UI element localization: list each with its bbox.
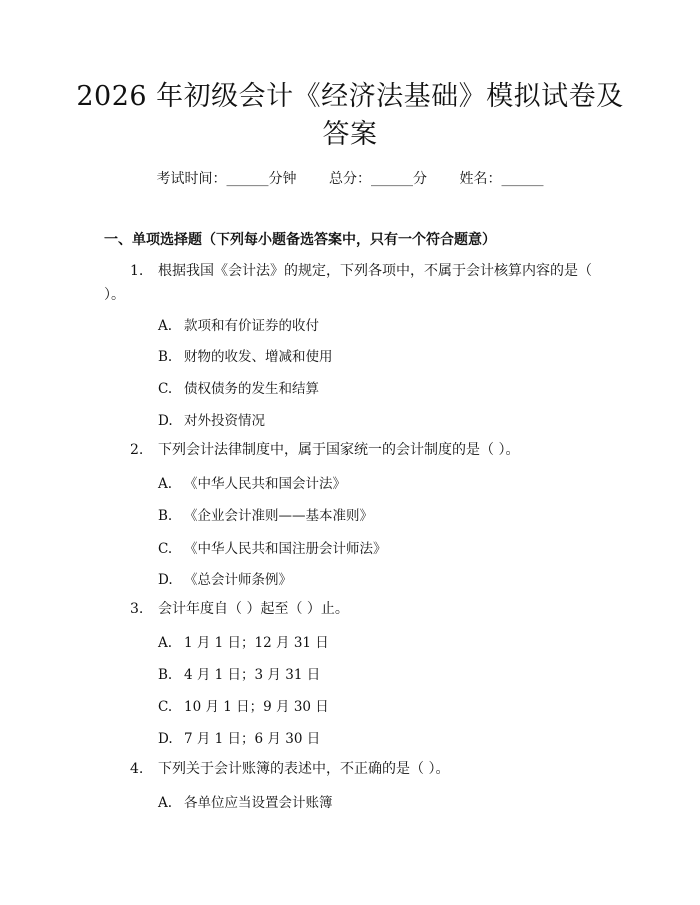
question-number: 2. — [130, 442, 144, 458]
option-text: 《总会计师条例》 — [184, 572, 292, 588]
question-text: 根据我国《会计法》的规定，下列各项中，不属于会计核算内容的是（ ）。 — [104, 263, 592, 303]
option-letter: D. — [158, 731, 173, 747]
option-text: 1 月 1 日；12 月 31 日 — [184, 635, 329, 651]
exam-name: 姓名：______ — [459, 171, 544, 187]
option-1c — [158, 377, 319, 397]
section-heading: 一、单项选择题（下列每小题备选答案中，只有一个符合题意） — [104, 232, 496, 248]
option-1d — [158, 409, 265, 429]
option-text: 10 月 1 日；9 月 30 日 — [184, 699, 329, 715]
option-1a — [158, 314, 319, 334]
question-number: 1. — [130, 263, 144, 279]
option-text: 财物的收发、增减和使用 — [184, 349, 333, 365]
title-line-2: 答案 — [322, 119, 378, 150]
option-letter: A. — [158, 635, 173, 651]
option-text: 债权债务的发生和结算 — [184, 381, 319, 397]
option-text: 7 月 1 日；6 月 30 日 — [184, 731, 321, 747]
option-letter: B. — [158, 349, 173, 365]
question-number: 3. — [130, 601, 144, 617]
question-text: 下列关于会计账簿的表述中，不正确的是（ ）。 — [158, 761, 450, 777]
option-letter: D. — [158, 413, 173, 429]
option-2d — [158, 568, 292, 588]
question-2 — [104, 438, 604, 462]
option-text: 对外投资情况 — [184, 413, 265, 429]
option-3c — [158, 695, 329, 715]
option-text: 《中华人民共和国会计法》 — [184, 476, 346, 492]
option-text: 4 月 1 日；3 月 31 日 — [184, 667, 321, 683]
option-3b — [158, 663, 320, 683]
option-1b — [158, 345, 333, 365]
option-letter: A. — [158, 795, 173, 811]
option-letter: A. — [158, 318, 173, 334]
document-title — [60, 78, 640, 154]
option-letter: A. — [158, 476, 173, 492]
title-line-1: 2026 年初级会计《经济法基础》模拟试卷及 — [76, 81, 624, 112]
option-2b — [158, 504, 373, 524]
option-text: 《企业会计准则——基本准则》 — [184, 508, 373, 524]
question-text: 会计年度自（ ）起至（ ）止。 — [158, 601, 349, 617]
exam-score: 总分：______分 — [329, 171, 427, 187]
option-letter: D. — [158, 572, 173, 588]
option-letter: B. — [158, 667, 173, 683]
exam-meta — [0, 168, 700, 188]
question-text: 下列会计法律制度中，属于国家统一的会计制度的是（ ）。 — [158, 442, 520, 458]
exam-time: 考试时间：______分钟 — [156, 171, 297, 187]
option-2a — [158, 472, 346, 492]
question-1 — [104, 259, 604, 307]
option-letter: C. — [158, 381, 173, 397]
option-letter: B. — [158, 508, 173, 524]
option-2c — [158, 537, 387, 557]
question-3 — [104, 597, 604, 621]
option-3d — [158, 727, 320, 747]
option-letter: C. — [158, 541, 173, 557]
option-text: 款项和有价证券的收付 — [184, 318, 319, 334]
option-text: 《中华人民共和国注册会计师法》 — [184, 541, 387, 557]
option-4a — [158, 791, 333, 811]
option-text: 各单位应当设置会计账簿 — [184, 795, 333, 811]
question-number: 4. — [130, 761, 144, 777]
question-4 — [104, 757, 604, 781]
option-letter: C. — [158, 699, 173, 715]
option-3a — [158, 631, 329, 651]
